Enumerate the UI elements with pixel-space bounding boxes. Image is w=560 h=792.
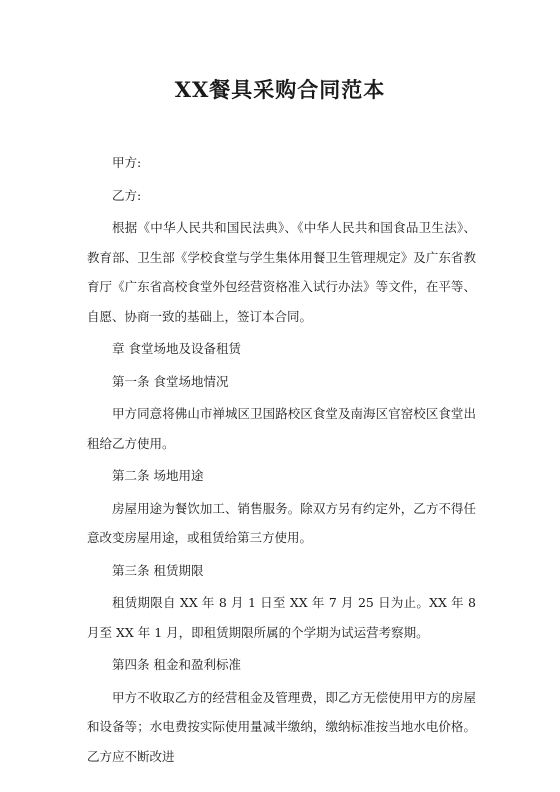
article-3-heading: 第三条 租赁期限 xyxy=(112,562,204,578)
article-4-heading: 第四条 租金和盈利标准 xyxy=(112,657,241,672)
article-2-heading: 第二条 场地用途 xyxy=(112,468,204,483)
article-1-heading: 第一条 食堂场地情况 xyxy=(112,373,229,389)
document-title: XX餐具采购合同范本 xyxy=(174,77,386,102)
party-b-line: 乙方: xyxy=(112,187,142,203)
preamble-paragraph: 根据《中华人民共和国民法典》、《中华人民共和国食品卫生法》、教育部、卫生部《学校食堂与学生集体用餐卫生管理规定》及广东省教育厅《广东省高校食堂外包经营资格准入试行办法》等文件，在平等、自愿、协商一致的基础上，签订本合同。 xyxy=(87,220,476,324)
article-1-body: 甲方同意将佛山市禅城区卫国路校区食堂及南海区官窑校区食堂出租给乙方使用。 xyxy=(87,406,476,451)
party-a-line: 甲方: xyxy=(112,155,142,170)
document-body xyxy=(87,148,476,771)
article-3-body: 租赁期限自 XX 年 8 月 1 日至 XX 年 7 月 25 日为止。XX 年 8 月至 XX 年 1 月，即租赁期限所属的个学期为试运营考察期。 xyxy=(87,595,476,640)
article-4-body: 甲方不收取乙方的经营租金及管理费，即乙方无偿使用甲方的房屋和设备等；水电费按实际使用量减半缴纳，缴纳标准按当地水电价格。乙方应不断改进 xyxy=(87,689,476,764)
article-2-body: 房屋用途为餐饮加工、销售服务。除双方另有约定外，乙方不得任意改变房屋用途，或租赁给第三方使用。 xyxy=(87,500,476,545)
chapter-heading: 章 食堂场地及设备租赁 xyxy=(112,341,241,356)
